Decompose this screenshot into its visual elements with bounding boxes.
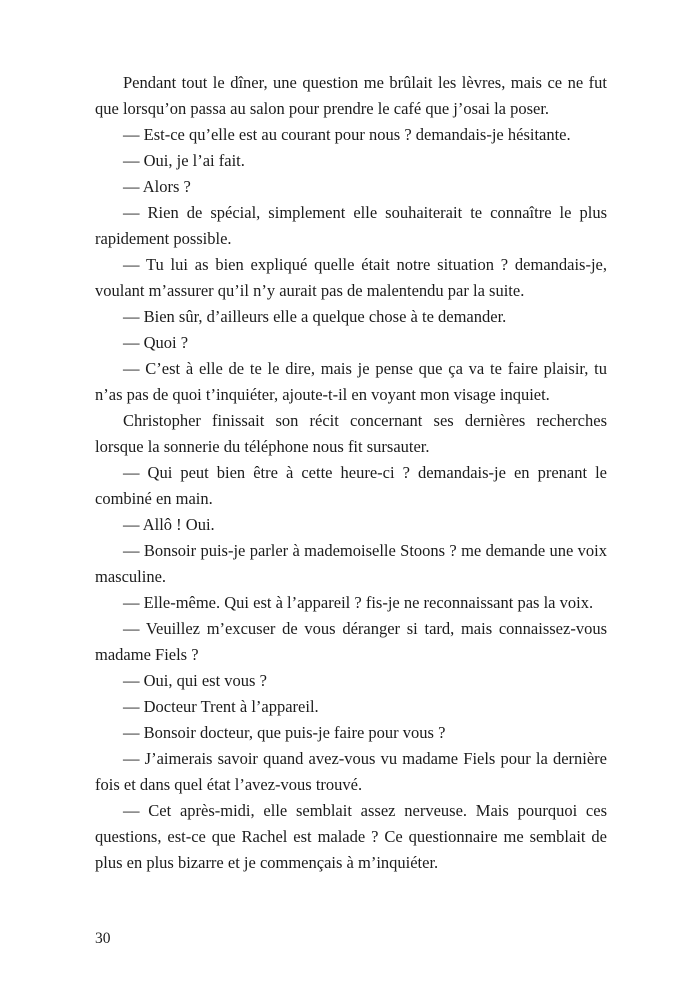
dialogue-line: — C’est à elle de te le dire, mais je pense que ça va te faire plaisir, tu n’as pas de quoi t’inquiéter, ajoute-t-il en voyant mon visage inquiet. <box>95 359 607 404</box>
dialogue-line: — Bonsoir docteur, que puis-je faire pour vous ? <box>123 723 446 742</box>
dialogue-line: — Qui peut bien être à cette heure-ci ? demandais-je en prenant le combiné en main. <box>95 463 607 508</box>
page-number: 30 <box>95 930 111 947</box>
dialogue-line: — Tu lui as bien expliqué quelle était notre situation ? demandais-je, voulant m’assurer qu’il n’y aurait pas de malentendu par la suite. <box>95 255 607 300</box>
dialogue-line: — Bien sûr, d’ailleurs elle a quelque chose à te demander. <box>123 307 507 326</box>
dialogue-line: — J’aimerais savoir quand avez-vous vu madame Fiels pour la dernière fois et dans quel état l’avez-vous trouvé. <box>95 749 607 794</box>
paragraph: Pendant tout le dîner, une question me brûlait les lèvres, mais ce ne fut que lorsqu’on passa au salon pour prendre le café que j’osai la poser. <box>95 73 607 118</box>
dialogue-line: — Docteur Trent à l’appareil. <box>123 697 319 716</box>
dialogue-line: — Cet après-midi, elle semblait assez nerveuse. Mais pourquoi ces questions, est-ce que Rachel est malade ? Ce questionnaire me semblait de plus en plus bizarre et je commençais à m’inquiéter. <box>95 801 607 872</box>
paragraph: Christopher finissait son récit concernant ses dernières recherches lorsque la sonnerie du téléphone nous fit sursauter. <box>95 411 607 456</box>
dialogue-line: — Allô ! Oui. <box>123 515 215 534</box>
dialogue-line: — Rien de spécial, simplement elle souhaiterait te connaître le plus rapidement possible. <box>95 203 607 248</box>
dialogue-line: — Veuillez m’excuser de vous déranger si tard, mais connaissez-vous madame Fiels ? <box>95 619 607 664</box>
dialogue-line: — Elle-même. Qui est à l’appareil ? fis-je ne reconnaissant pas la voix. <box>123 593 594 612</box>
dialogue-line: — Alors ? <box>123 177 191 196</box>
page-text <box>95 70 607 876</box>
dialogue-line: — Est-ce qu’elle est au courant pour nous ? demandais-je hésitante. <box>123 125 571 144</box>
dialogue-line: — Bonsoir puis-je parler à mademoiselle Stoons ? me demande une voix masculine. <box>95 541 607 586</box>
dialogue-line: — Oui, je l’ai fait. <box>123 151 245 170</box>
dialogue-line: — Quoi ? <box>123 333 189 352</box>
dialogue-line: — Oui, qui est vous ? <box>123 671 267 690</box>
